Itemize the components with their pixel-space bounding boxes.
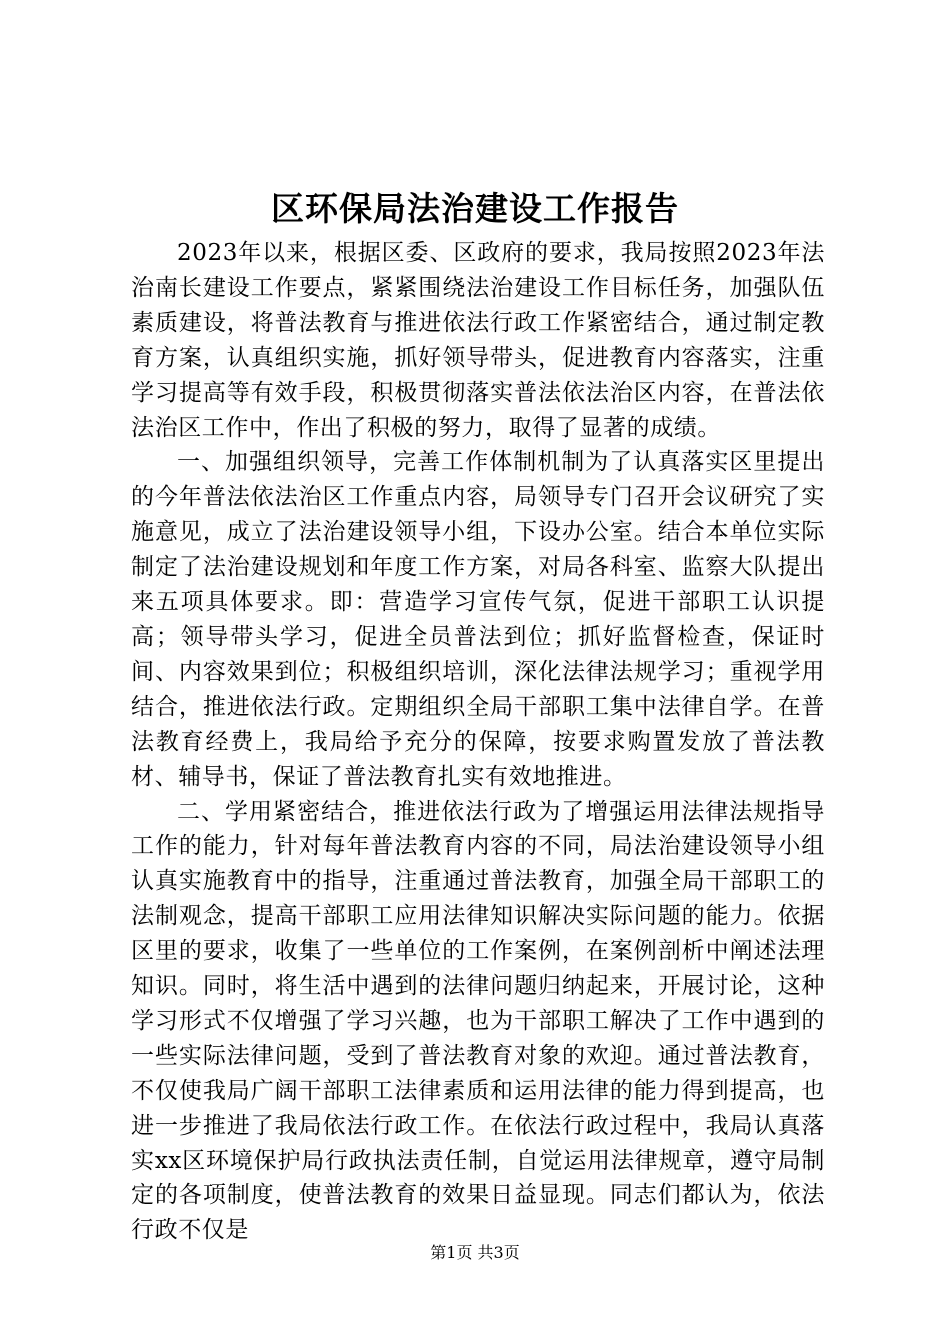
paragraph-section-2: 二、学用紧密结合，推进依法行政为了增强运用法律法规指导工作的能力，针对每年普法教育内容的不同，局法治建设领导小组认真实施教育中的指导，注重通过普法教育，加强全局干部职工的法制观念，提高干部职工应用法律知识解决实际问题的能力。依据区里的要求，收集了一些单位的工作案例，在案例剖析中阐述法理知识。同时，将生活中遇到的法律问题归纳起来，开展讨论，这种学习形式不仅增强了学习兴趣，也为干部职工解决了工作中遇到的一些实际法律问题，受到了普法教育对象的欢迎。通过普法教育，不仅使我局广阔干部职工法律素质和运用法律的能力得到提高，也进一步推进了我局依法行政工作。在依法行政过程中，我局认真落实xx区环境保护局行政执法责任制，自觉运用法律规章，遵守局制定的各项制度，使普法教育的效果日益显现。同志们都认为，依法行政不仅是 bbox=[131, 798, 825, 1244]
page-number-footer: 第1页 共3页 bbox=[430, 1243, 520, 1262]
paragraph-intro: 2023年以来，根据区委、区政府的要求，我局按照2023年法治南长建设工作要点，紧紧围绕法治建设工作目标任务，加强队伍素质建设，将普法教育与推进依法行政工作紧密结合，通过制定教育方案，认真组织实施，抓好领导带头，促进教育内容落实，注重学习提高等有效手段，积极贯彻落实普法依法治区内容，在普法依法治区工作中，作出了积极的努力，取得了显著的成绩。 bbox=[131, 240, 825, 441]
document-body bbox=[131, 236, 825, 1248]
document-title: 区环保局法治建设工作报告 bbox=[271, 189, 679, 228]
paragraph-section-1: 一、加强组织领导，完善工作体制机制为了认真落实区里提出的今年普法依法治区工作重点内容，局领导专门召开会议研究了实施意见，成立了法治建设领导小组，下设办公室。结合本单位实际制定了法治建设规划和年度工作方案，对局各科室、监察大队提出来五项具体要求。即：营造学习宣传气氛，促进干部职工认识提高；领导带头学习，促进全员普法到位；抓好监督检查，保证时间、内容效果到位；积极组织培训，深化法律法规学习；重视学用结合，推进依法行政。定期组织全局干部职工集中法律自学。在普法教育经费上，我局给予充分的保障，按要求购置发放了普法教材、辅导书，保证了普法教育扎实有效地推进。 bbox=[131, 449, 825, 790]
